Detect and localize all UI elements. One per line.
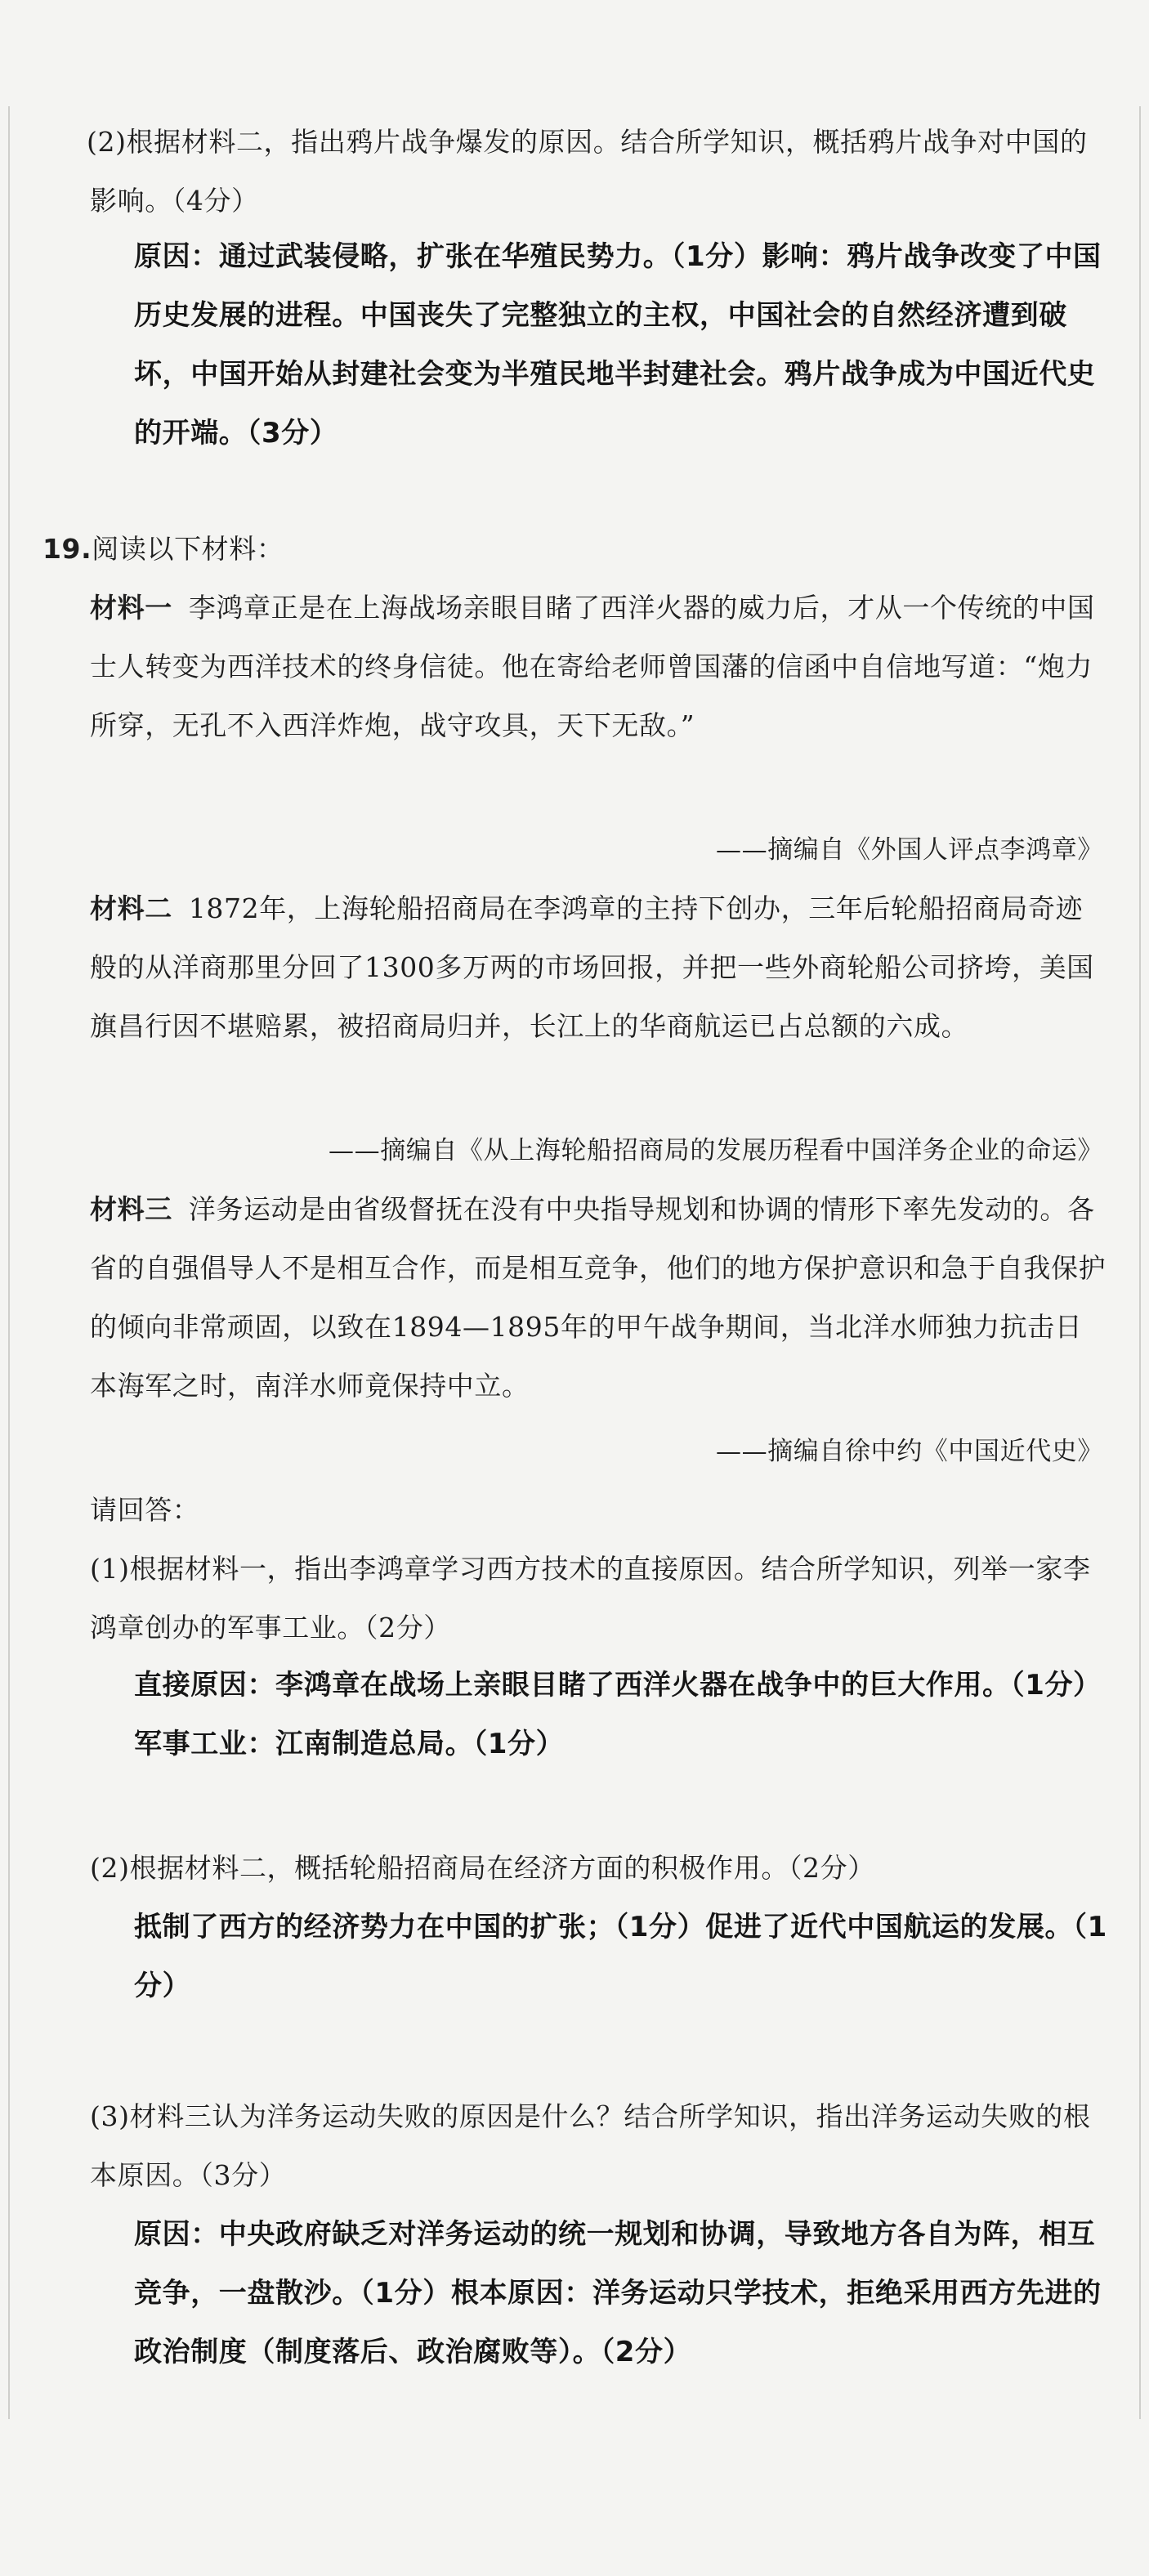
material-1-source: ——摘编自《外国人评点李鸿章》 bbox=[716, 835, 1103, 865]
material-3-label: 材料三 bbox=[90, 1193, 172, 1225]
q19-part1-question: (1)根据材料一，指出李鸿章学习西方技术的直接原因。结合所学知识，列举一家李鸿章创办的军事工业。（2分） bbox=[90, 1553, 1091, 1644]
q19-material-2 bbox=[90, 879, 1107, 1056]
q19-part2-answer: 抵制了西方的经济势力在中国的扩张；（1分）促进了近代中国航运的发展。（1分） bbox=[134, 1911, 1107, 2002]
q19-material-1 bbox=[90, 579, 1107, 755]
q19-number: 19. bbox=[42, 533, 92, 565]
material-3-text: 洋务运动是由省级督抚在没有中央指导规划和协调的情形下率先发动的。各省的自强倡导人不是相互合作，而是相互竞争，他们的地方保护意识和急于自我保护的倾向非常顽固，以致在1894—1895年的甲午战争期间，当北洋水师独力抗击日本海军之时，南洋水师竟保持中立。 bbox=[90, 1193, 1107, 1402]
q19-part3-answer: 原因：中央政府缺乏对洋务运动的统一规划和协调，导致地方各自为阵，相互竞争，一盘散沙。（1分）根本原因：洋务运动只学技术，拒绝采用西方先进的政治制度（制度落后、政治腐败等）。（2分） bbox=[134, 2218, 1102, 2368]
material-2-label: 材料二 bbox=[90, 892, 172, 924]
material-3-source: ——摘编自徐中约《中国近代史》 bbox=[716, 1437, 1103, 1466]
q19-part2-question: (2)根据材料二，概括轮船招商局在经济方面的积极作用。（2分） bbox=[90, 1852, 875, 1884]
q19-heading bbox=[42, 520, 1105, 579]
q19-part3-question: (3)材料三认为洋务运动失败的原因是什么？结合所学知识，指出洋务运动失败的根本原因。（3分） bbox=[90, 2100, 1091, 2191]
material-2-source: ——摘编自《从上海轮船招商局的发展历程看中国洋务企业的命运》 bbox=[329, 1136, 1103, 1165]
q19-intro: 阅读以下材料： bbox=[92, 533, 284, 565]
material-1-label: 材料一 bbox=[90, 592, 172, 624]
q18-part2-answer: 原因：通过武装侵略，扩张在华殖民势力。（1分）影响：鸦片战争改变了中国历史发展的进程。中国丧失了完整独立的主权，中国社会的自然经济遭到破坏，中国开始从封建社会变为半殖民地半封建社会。鸦片战争成为中国近代史的开端。（3分） bbox=[134, 240, 1102, 449]
material-2-text: 1872年，上海轮船招商局在李鸿章的主持下创办，三年后轮船招商局奇迹般的从洋商那里分回了1300多万两的市场回报，并把一些外商轮船公司挤垮，美国旗昌行因不堪赔累，被招商局归并，长江上的华商航运已占总额的六成。 bbox=[90, 892, 1094, 1042]
q19-prompt: 请回答： bbox=[90, 1494, 200, 1526]
q19-material-3 bbox=[90, 1180, 1107, 1415]
q19-part1-answer: 直接原因：李鸿章在战场上亲眼目睹了西洋火器在战争中的巨大作用。（1分）军事工业：江南制造总局。（1分） bbox=[134, 1669, 1102, 1760]
q18-part2-question: (2)根据材料二，指出鸦片战争爆发的原因。结合所学知识，概括鸦片战争对中国的影响。（4分） bbox=[87, 126, 1088, 217]
material-1-text: 李鸿章正是在上海战场亲眼目睹了西洋火器的威力后，才从一个传统的中国士人转变为西洋技术的终身信徒。他在寄给老师曾国藩的信函中自信地写道：“炮力所穿，无孔不入西洋炸炮，战守攻具，天下无敌。” bbox=[90, 592, 1095, 741]
